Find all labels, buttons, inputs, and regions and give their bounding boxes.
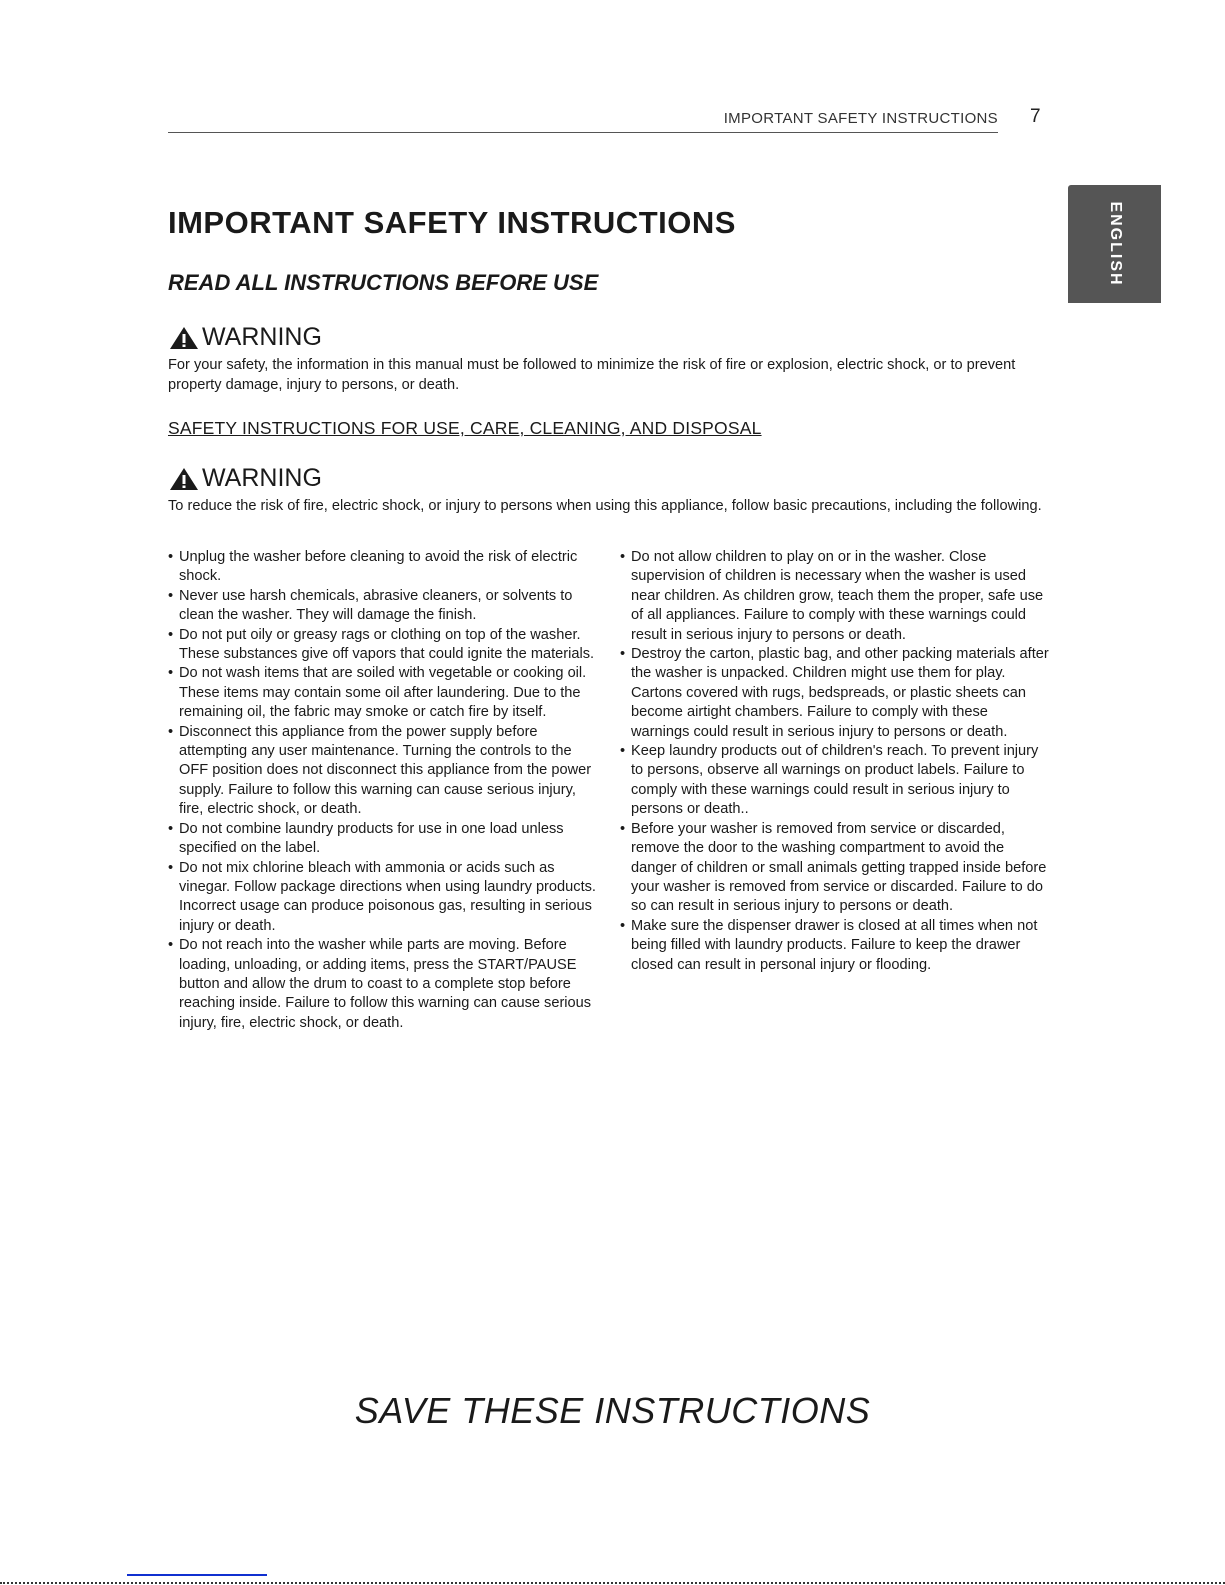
warning-triangle-icon: [168, 325, 200, 351]
language-tab-label: ENGLISH: [1106, 201, 1124, 287]
list-item: • Before your washer is removed from service or discarded, remove the door to the washing compartment to avoid the danger of children or small animals getting trapped inside before your washer is removed from service or discarded. Failure to do so can result in serious injury to persons or death.: [620, 820, 1050, 917]
left-column: [168, 548, 600, 1033]
list-item: • Do not put oily or greasy rags or clothing on top of the washer. These substances give off vapors that could ignite the materials.: [168, 626, 600, 665]
list-item: • Do not mix chlorine bleach with ammonia or acids such as vinegar. Follow package directions when using laundry products. Incorrect usage can produce poisonous gas, resulting in serious injury or death.: [168, 859, 600, 937]
list-item: • Do not allow children to play on or in the washer. Close supervision of children is necessary when the washer is used near children. As children grow, teach them the proper, safe use of all appliances. Failure to comply with these warnings could result in serious injury to persons or death.: [620, 548, 1050, 645]
section-heading: SAFETY INSTRUCTIONS FOR USE, CARE, CLEANING, AND DISPOSAL: [168, 418, 762, 438]
running-header: [168, 108, 998, 133]
list-item: • Keep laundry products out of children's reach. To prevent injury to persons, observe all warnings on product labels. Failure to comply with these warnings could result in serious injury to persons or death..: [620, 742, 1050, 820]
warning-label: WARNING: [202, 464, 322, 492]
list-item: • Make sure the dispenser drawer is closed at all times when not being filled with laundry products. Failure to keep the drawer closed can result in personal injury or flooding.: [620, 917, 1050, 975]
list-item: • Destroy the carton, plastic bag, and other packing materials after the washer is unpacked. Children might use them for play. Cartons covered with rugs, bedspreads, or plastic sheets can become airtight chambers. Failure to comply with these warnings could result in serious injury to persons or death.: [620, 645, 1050, 742]
list-item: • Unplug the washer before cleaning to avoid the risk of electric shock.: [168, 548, 600, 587]
list-item: • Never use harsh chemicals, abrasive cleaners, or solvents to clean the washer. They will damage the finish.: [168, 587, 600, 626]
list-item: • Do not reach into the washer while parts are moving. Before loading, unloading, or adding items, press the START/PAUSE button and allow the drum to coast to a complete stop before reaching inside. Failure to follow this warning can cause serious injury, fire, electric shock, or death.: [168, 936, 600, 1033]
page-number: 7: [1030, 106, 1041, 127]
list-item: • Disconnect this appliance from the power supply before attempting any user maintenance. Turning the controls to the OFF position does not disconnect this appliance from the power supply. Failure to follow this warning can cause serious injury, fire, electric shock, or death.: [168, 723, 600, 820]
warning-text-2: To reduce the risk of fire, electric shock, or injury to persons when using this appliance, follow basic precautions, including the following.: [168, 498, 1042, 514]
page-subtitle: READ ALL INSTRUCTIONS BEFORE USE: [168, 270, 599, 295]
right-column: [620, 548, 1050, 975]
warning-heading-2: [168, 464, 322, 493]
warning-label: WARNING: [202, 323, 322, 351]
list-item: • Do not combine laundry products for use in one load unless specified on the label.: [168, 820, 600, 859]
language-tab: [1068, 185, 1161, 303]
link-underline: [127, 1574, 267, 1576]
page-title: IMPORTANT SAFETY INSTRUCTIONS: [168, 205, 736, 240]
running-title: IMPORTANT SAFETY INSTRUCTIONS: [723, 110, 998, 127]
page-edge-divider: [0, 1582, 1225, 1584]
warning-heading-1: [168, 323, 322, 352]
save-instructions-footer: SAVE THESE INSTRUCTIONS: [354, 1390, 871, 1431]
warning-text-1: For your safety, the information in this manual must be followed to minimize the risk of fire or explosion, electric shock, or to prevent property damage, injury to persons, or death.: [168, 357, 1016, 393]
list-item: • Do not wash items that are soiled with vegetable or cooking oil. These items may contain some oil after laundering. Due to the remaining oil, the fabric may smoke or catch fire by itself.: [168, 664, 600, 722]
warning-triangle-icon: [168, 466, 200, 492]
